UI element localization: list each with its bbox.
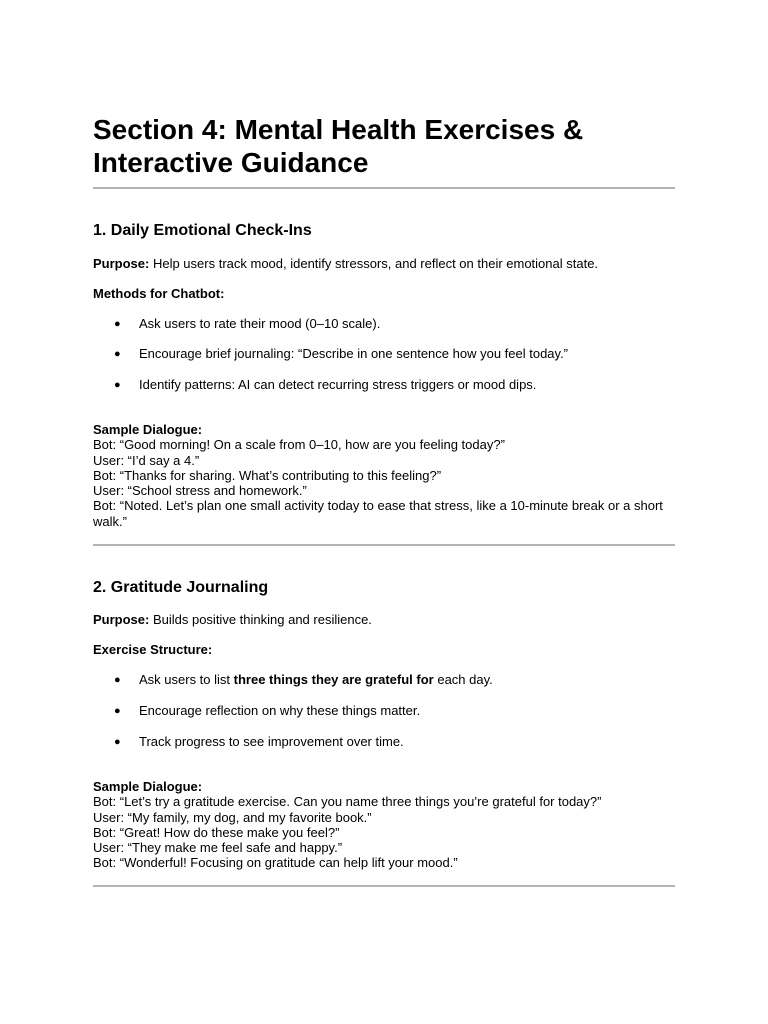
list-item-text: Ask users to rate their mood (0–10 scale). — [139, 316, 381, 331]
purpose-label: Purpose: — [93, 256, 150, 271]
list-item-text: Track progress to see improvement over time. — [139, 734, 404, 749]
purpose-label: Purpose: — [93, 612, 150, 627]
list-item-text-emphasis: three things they are grateful for — [233, 672, 434, 687]
section-purpose — [93, 256, 598, 272]
bullet-icon: ● — [114, 379, 121, 391]
list-item-text — [139, 672, 493, 688]
section-purpose — [93, 612, 372, 628]
sample-dialogue — [93, 779, 675, 871]
section-heading-check-ins: 1. Daily Emotional Check-Ins — [93, 222, 312, 239]
dialogue-line: Bot: “Noted. Let’s plan one small activity today to ease that stress, like a 10-minute break or a short walk.” — [93, 498, 663, 529]
purpose-text: Builds positive thinking and resilience. — [149, 612, 372, 627]
dialogue-line: Bot: “Good morning! On a scale from 0–10, how are you feeling today?” — [93, 437, 505, 453]
purpose-text: Help users track mood, identify stressors, and reflect on their emotional state. — [149, 256, 599, 271]
bullet-icon: ● — [114, 705, 121, 717]
sample-dialogue — [93, 422, 675, 529]
bullet-icon: ● — [114, 318, 121, 330]
dialogue-line: Bot: “Great! How do these make you feel?” — [93, 824, 340, 840]
dialogue-line: Bot: “Wonderful! Focusing on gratitude can help lift your mood.” — [93, 855, 458, 871]
title-divider — [93, 187, 675, 189]
section-divider — [93, 885, 675, 887]
dialogue-line: User: “I’d say a 4.” — [93, 452, 200, 468]
dialogue-line: Bot: “Thanks for sharing. What’s contributing to this feeling?” — [93, 467, 442, 483]
dialogue-line: User: “School stress and homework.” — [93, 483, 307, 499]
dialogue-label: Sample Dialogue: — [93, 422, 203, 437]
list-item-text: Encourage brief journaling: “Describe in one sentence how you feel today.” — [139, 346, 569, 361]
dialogue-line: Bot: “Let’s try a gratitude exercise. Can you name three things you’re grateful for today?” — [93, 794, 602, 810]
section-divider — [93, 544, 675, 546]
dialogue-label: Sample Dialogue: — [93, 779, 203, 794]
dialogue-line: User: “My family, my dog, and my favorite book.” — [93, 809, 372, 825]
bullet-icon: ● — [114, 736, 121, 748]
list-item-text-start: Ask users to list — [139, 672, 234, 687]
exercise-structure-label: Exercise Structure: — [93, 642, 213, 657]
bullet-icon: ● — [114, 348, 121, 360]
list-item-text-end: each day. — [433, 672, 493, 687]
list-item-text: Encourage reflection on why these things matter. — [139, 703, 421, 718]
section-heading-gratitude: 2. Gratitude Journaling — [93, 579, 269, 596]
dialogue-line: User: “They make me feel safe and happy.” — [93, 840, 343, 856]
page-title: Section 4: Mental Health Exercises & Interactive Guidance — [93, 114, 584, 178]
methods-label: Methods for Chatbot: — [93, 286, 225, 301]
bullet-icon: ● — [114, 674, 121, 686]
list-item-text: Identify patterns: AI can detect recurring stress triggers or mood dips. — [139, 377, 537, 392]
